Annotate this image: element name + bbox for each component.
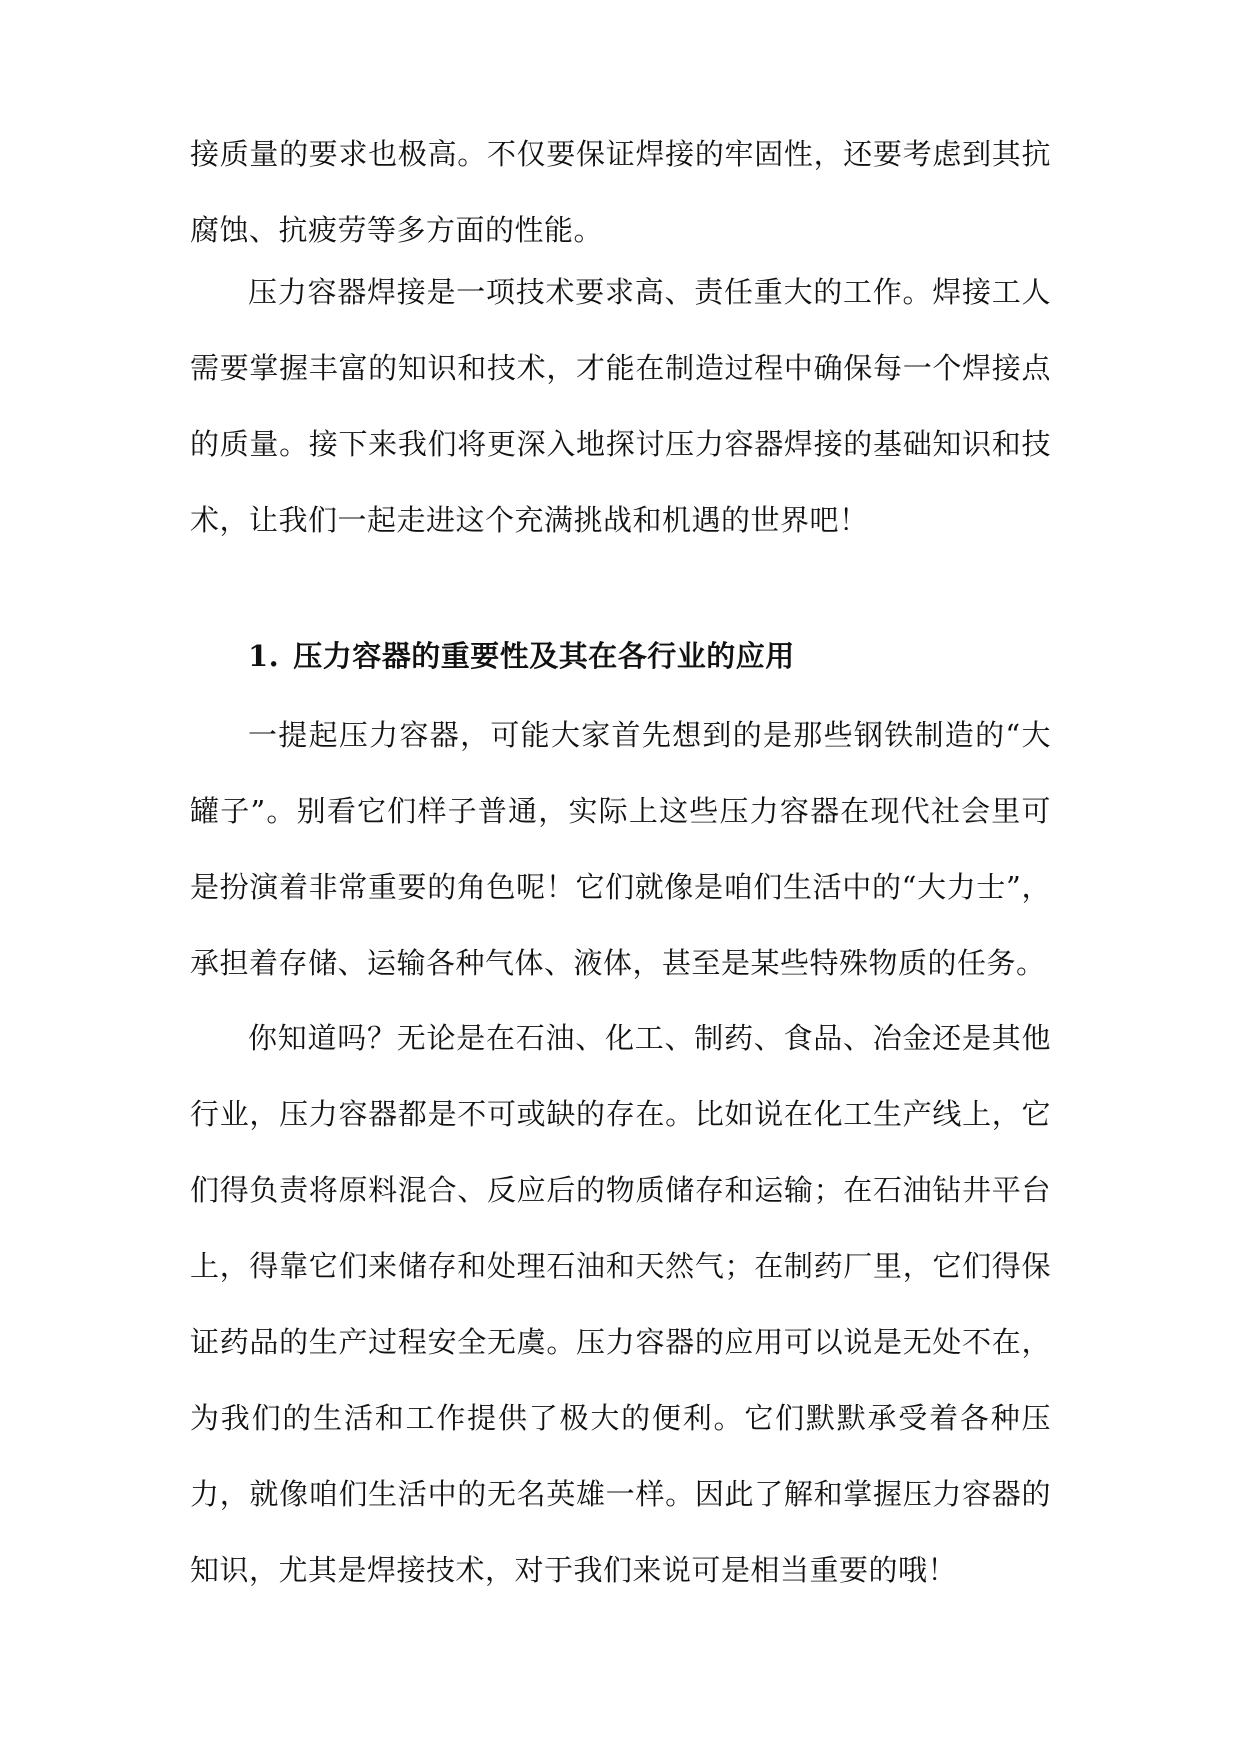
- paragraph-continuation: 接质量的要求也极高。不仅要保证焊接的牢固性，还要考虑到其抗腐蚀、抗疲劳等多方面的性能。: [190, 137, 1051, 247]
- section-number: 1.: [248, 639, 280, 673]
- paragraph-welding-intro: 压力容器焊接是一项技术要求高、责任重大的工作。焊接工人需要掌握丰富的知识和技术，才能在制造过程中确保每一个焊接点的质量。接下来我们将更深入地探讨压力容器焊接的基础知识和技术，让我们一起走进这个充满挑战和机遇的世界吧！: [190, 275, 1051, 537]
- paragraph-pressure-vessel-importance: 一提起压力容器，可能大家首先想到的是那些钢铁制造的“大罐子”。别看它们样子普通，实际上这些压力容器在现代社会里可是扮演着非常重要的角色呢！它们就像是咱们生活中的“大力士”，承担着存储、运输各种气体、液体，甚至是某些特殊物质的任务。: [190, 718, 1051, 980]
- paragraph-industry-applications: 你知道吗？无论是在石油、化工、制药、食品、冶金还是其他行业，压力容器都是不可或缺的存在。比如说在化工生产线上，它们得负责将原料混合、反应后的物质储存和运输；在石油钻井平台上，得靠它们来储存和处理石油和天然气；在制药厂里，它们得保证药品的生产过程安全无虞。压力容器的应用可以说是无处不在，为我们的生活和工作提供了极大的便利。它们默默承受着各种压力，就像咱们生活中的无名英雄一样。因此了解和掌握压力容器的知识，尤其是焊接技术，对于我们来说可是相当重要的哦！: [190, 1021, 1051, 1587]
- section-heading: [248, 636, 1048, 676]
- section-title: 压力容器的重要性及其在各行业的应用: [293, 639, 795, 673]
